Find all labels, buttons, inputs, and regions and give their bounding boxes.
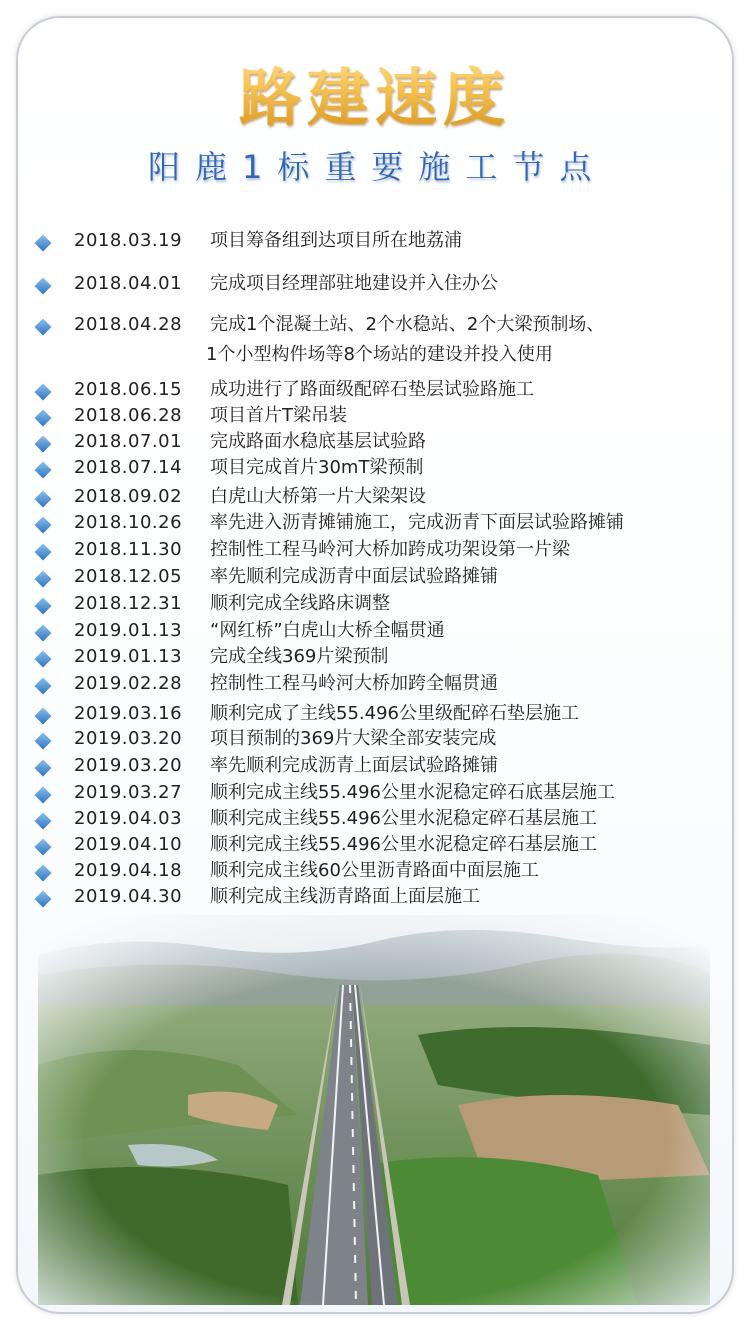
milestone-date: 2018.06.15 (74, 379, 183, 400)
diamond-bullet-icon (35, 278, 52, 295)
milestone-date: 2019.03.16 (74, 703, 183, 724)
milestone-description: 顺利完成主线55.496公里水泥稳定碎石基层施工 (210, 808, 597, 829)
milestone-date: 2019.04.10 (74, 834, 183, 855)
milestone-date: 2019.01.13 (74, 620, 183, 641)
milestone-description: 控制性工程马岭河大桥加跨成功架设第一片梁 (210, 539, 570, 560)
diamond-bullet-icon (35, 410, 52, 427)
diamond-bullet-icon (35, 598, 52, 615)
milestone-description: 顺利完成主线55.496公里水泥稳定碎石基层施工 (210, 834, 597, 855)
milestone-description-continued: 1个小型构件场等8个场站的建设并投入使用 (206, 344, 553, 365)
milestone-date: 2018.03.19 (74, 230, 183, 251)
milestone-description: 率先进入沥青摊铺施工，完成沥青下面层试验路摊铺 (210, 512, 624, 533)
milestone-description: 项目预制的369片大梁全部安装完成 (210, 728, 497, 749)
milestone-date: 2018.11.30 (74, 539, 183, 560)
milestone-description: 顺利完成主线60公里沥青路面中面层施工 (210, 860, 539, 881)
diamond-bullet-icon (35, 491, 52, 508)
milestone-description: 成功进行了路面级配碎石垫层试验路施工 (210, 379, 534, 400)
poster-title: 路建速度 (0, 48, 750, 137)
milestone-date: 2018.04.01 (74, 273, 183, 294)
milestone-row (34, 457, 734, 487)
milestone-date: 2019.04.30 (74, 886, 183, 907)
milestone-description: 率先顺利完成沥青中面层试验路摊铺 (210, 566, 498, 587)
diamond-bullet-icon (35, 517, 52, 534)
milestone-date: 2019.01.13 (74, 646, 183, 667)
milestone-description: 顺利完成主线沥青路面上面层施工 (210, 886, 480, 907)
milestone-description: 率先顺利完成沥青上面层试验路摊铺 (210, 755, 498, 776)
milestone-description: 完成1个混凝土站、2个水稳站、2个大梁预制场、 (210, 314, 605, 335)
milestone-description: 顺利完成全线路床调整 (210, 593, 390, 614)
diamond-bullet-icon (35, 733, 52, 750)
milestone-date: 2019.02.28 (74, 673, 183, 694)
milestone-date: 2019.03.20 (74, 755, 183, 776)
diamond-bullet-icon (35, 651, 52, 668)
diamond-bullet-icon (35, 319, 52, 336)
diamond-bullet-icon (35, 462, 52, 479)
milestone-date: 2018.12.31 (74, 593, 183, 614)
milestone-description: 顺利完成了主线55.496公里级配碎石垫层施工 (210, 703, 579, 724)
diamond-bullet-icon (35, 839, 52, 856)
milestone-description: 项目筹备组到达项目所在地荔浦 (210, 230, 462, 251)
milestone-date: 2018.04.28 (74, 314, 183, 335)
milestone-description: 项目完成首片30mT梁预制 (210, 457, 424, 478)
diamond-bullet-icon (35, 436, 52, 453)
diamond-bullet-icon (35, 384, 52, 401)
milestone-date: 2019.04.18 (74, 860, 183, 881)
poster-subtitle: 阳鹿1标重要施工节点 (148, 148, 607, 186)
diamond-bullet-icon (35, 760, 52, 777)
milestone-row (34, 673, 734, 703)
milestone-row (34, 273, 734, 303)
diamond-bullet-icon (35, 235, 52, 252)
diamond-bullet-icon (35, 544, 52, 561)
diamond-bullet-icon (35, 891, 52, 908)
diamond-bullet-icon (35, 678, 52, 695)
diamond-bullet-icon (35, 865, 52, 882)
milestone-date: 2019.03.20 (74, 728, 183, 749)
milestone-date: 2019.04.03 (74, 808, 183, 829)
diamond-bullet-icon (35, 625, 52, 642)
diamond-bullet-icon (35, 708, 52, 725)
milestone-description: 完成全线369片梁预制 (210, 646, 389, 667)
milestone-description: “网红桥”白虎山大桥全幅贯通 (210, 620, 445, 641)
milestone-date: 2018.10.26 (74, 512, 183, 533)
milestone-date: 2018.07.14 (74, 457, 183, 478)
milestone-description: 白虎山大桥第一片大梁架设 (210, 486, 426, 507)
milestone-description: 项目首片T梁吊装 (210, 405, 347, 426)
milestone-description: 控制性工程马岭河大桥加跨全幅贯通 (210, 673, 498, 694)
highway-aerial-photo (38, 915, 710, 1305)
diamond-bullet-icon (35, 787, 52, 804)
milestone-row (34, 230, 734, 260)
milestone-date: 2018.09.02 (74, 486, 183, 507)
diamond-bullet-icon (35, 571, 52, 588)
milestone-date: 2018.06.28 (74, 405, 183, 426)
milestone-date: 2018.07.01 (74, 431, 183, 452)
milestone-row (34, 314, 734, 365)
milestone-description: 完成项目经理部驻地建设并入住办公 (210, 273, 498, 294)
milestone-date: 2019.03.27 (74, 782, 183, 803)
milestone-description: 完成路面水稳底基层试验路 (210, 431, 426, 452)
milestone-description: 顺利完成主线55.496公里水泥稳定碎石底基层施工 (210, 782, 615, 803)
milestone-row (34, 886, 734, 916)
milestone-date: 2018.12.05 (74, 566, 183, 587)
diamond-bullet-icon (35, 813, 52, 830)
